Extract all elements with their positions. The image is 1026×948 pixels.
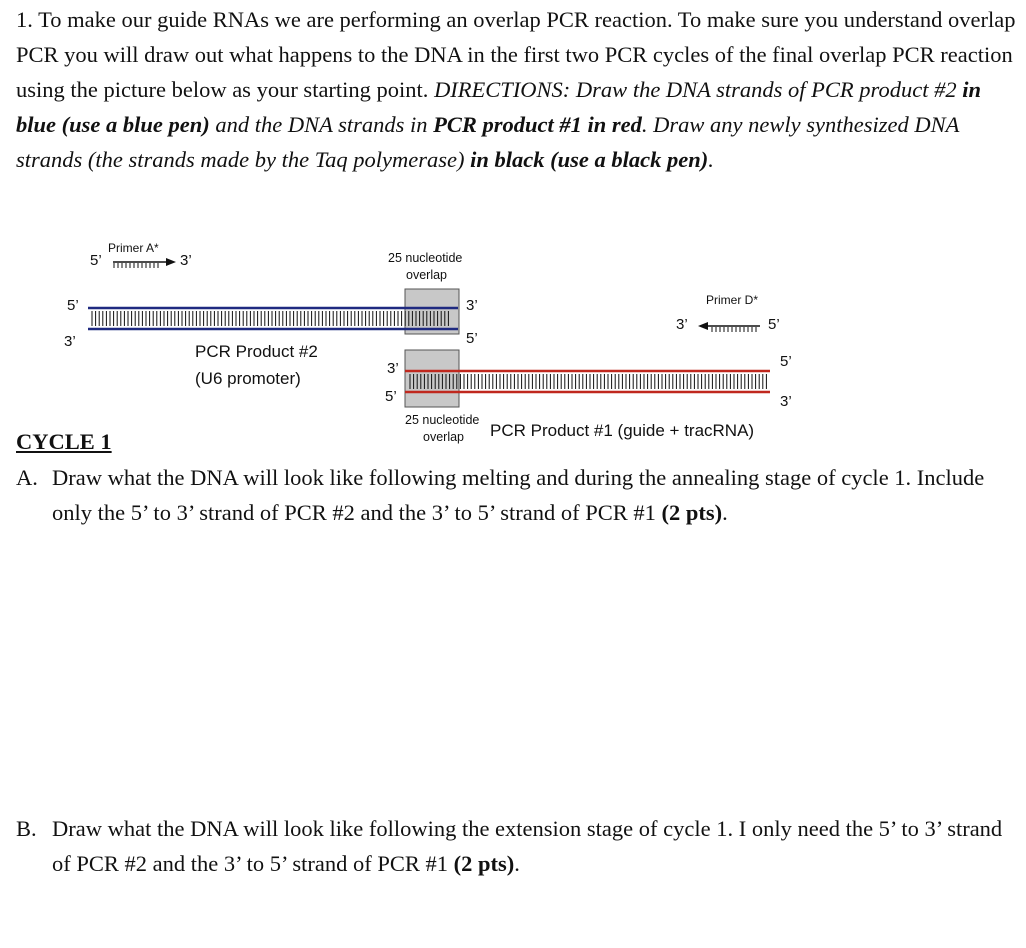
pcr1-top-left-end: 3’ xyxy=(387,360,399,377)
question-a xyxy=(16,460,1006,530)
pcr2-bottom-left-end: 3’ xyxy=(64,333,76,350)
overlap-bottom-label-1: 25 nucleotide xyxy=(405,413,480,427)
directions-mid: and the DNA strands in xyxy=(209,112,434,137)
question-a-text-block xyxy=(52,460,1006,530)
directions-red: PCR product #1 in red xyxy=(433,112,642,137)
pcr1-label: PCR Product #1 (guide + tracRNA) xyxy=(490,421,755,440)
primer-a-arrowhead xyxy=(166,258,176,266)
pcr1-base-pairs xyxy=(410,374,766,389)
question-a-letter: A. xyxy=(16,465,38,490)
primer-d-five-prime: 5’ xyxy=(768,316,780,333)
intro-text: 1. To make our guide RNAs we are performing an overlap PCR reaction. To make sure you understand overlap PCR you will draw out what happens to the DNA in the first two PCR cycles of the final overlap PCR reaction using the picture below as your starting point. xyxy=(16,7,1016,102)
primer-d-label: Primer D* xyxy=(706,293,759,307)
pcr1-top-right-end: 5’ xyxy=(780,353,792,370)
directions-blue: in blue (use a blue pen) xyxy=(16,77,981,137)
pcr1-bottom-right-end: 3’ xyxy=(780,393,792,410)
primer-a-ticks xyxy=(114,263,158,268)
primer-a-five-prime: 5’ xyxy=(90,252,102,269)
question-b-points: (2 pts) xyxy=(453,851,515,876)
pcr1-bottom-left-end: 5’ xyxy=(385,388,397,405)
question-b xyxy=(16,811,1006,881)
directions-black: in black (use a black pen) xyxy=(470,147,709,172)
overlap-top-label-1: 25 nucleotide xyxy=(388,251,463,265)
question-b-end: . xyxy=(514,851,520,876)
overlap-box-top xyxy=(405,289,459,334)
diagram-svg xyxy=(0,230,1026,460)
primer-a xyxy=(90,241,192,269)
primer-d-ticks xyxy=(712,327,756,332)
question-a-points: (2 pts) xyxy=(661,500,723,525)
overlap-pcr-diagram xyxy=(0,230,1026,460)
primer-a-label: Primer A* xyxy=(108,241,159,255)
primer-d-three-prime: 3’ xyxy=(676,316,688,333)
primer-d xyxy=(676,293,780,333)
question-a-end: . xyxy=(722,500,728,525)
directions-text: DIRECTIONS: Draw the DNA strands of PCR product #2 xyxy=(434,77,963,102)
question-b-text: Draw what the DNA will look like following the extension stage of cycle 1. I only need the 5’ to 3’ strand of PCR #2 and the 3’ to 5’ strand of PCR #1 xyxy=(52,816,1003,876)
directions-end: . xyxy=(708,147,714,172)
primer-a-three-prime: 3’ xyxy=(180,252,192,269)
pcr2-label-2: (U6 promoter) xyxy=(195,369,301,388)
question-b-letter: B. xyxy=(16,816,37,841)
pcr2-top-right-end: 3’ xyxy=(466,297,478,314)
directions-mid2: . Draw any newly synthesized DNA strands (the strands made by the Taq polymerase) xyxy=(16,112,959,172)
overlap-top-label-2: overlap xyxy=(406,268,447,282)
pcr2-base-pairs xyxy=(92,311,448,326)
pcr2-bottom-right-end: 5’ xyxy=(466,330,478,347)
overlap-bottom-label-2: overlap xyxy=(423,430,464,444)
pcr2-label-1: PCR Product #2 xyxy=(195,342,318,361)
pcr2-top-left-end: 5’ xyxy=(67,297,79,314)
question-b-text-block xyxy=(52,811,1006,881)
intro-paragraph xyxy=(16,2,1016,177)
question-a-text: Draw what the DNA will look like following melting and during the annealing stage of cycle 1. Include only the 5’ to 3’ strand of PCR #2 and the 3’ to 5’ strand of PCR #1 xyxy=(52,465,985,525)
cycle-1-heading: CYCLE 1 xyxy=(16,429,112,454)
question-intro xyxy=(16,2,1016,177)
